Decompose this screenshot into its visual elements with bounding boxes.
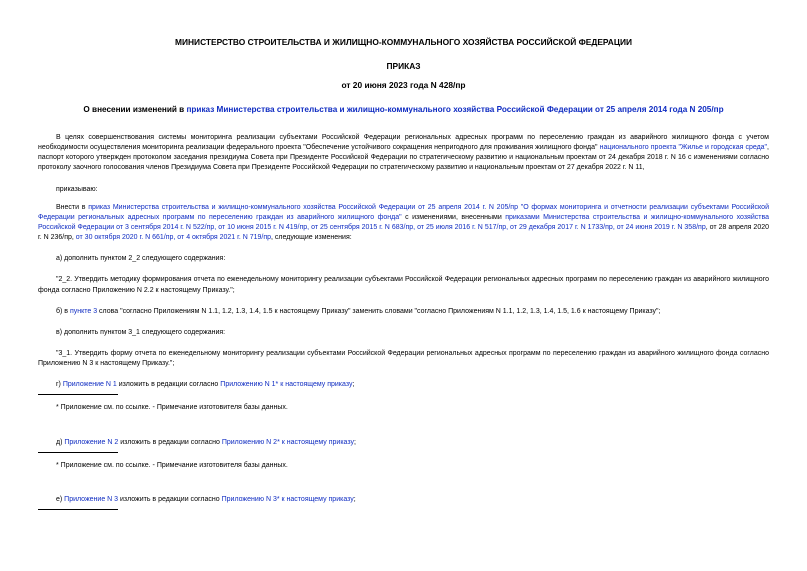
item-e-appendix-link[interactable]: Приложение N 3: [64, 495, 119, 503]
document-body: [38, 133, 769, 510]
quote-3-1: "3_1. Утвердить форму отчета по еженедельному мониторингу реализации субъектами Российской Федерации региональных адресных программ по переселению граждан из аварийного жилищного фонда согласно Приложению N 3 к настоящему Приказу.";: [38, 349, 769, 368]
intro-text-1: В целях совершенствования системы мониторинга реализации субъектами Российской Федерации региональных адресных программ по переселению граждан из аварийного жилищного фонда с учетом необходимости осуществления мониторинга реализации федерального проекта "Обеспечение устойчивого сокращения непригодного для проживания жилищного фонда": [38, 134, 769, 152]
footnote-1: * Приложение см. по ссылке. - Примечание изготовителя базы данных.: [56, 404, 288, 412]
quote-2-2: "2_2. Утвердить методику формирования отчета по еженедельному мониторингу реализации субъектами Российской Федерации региональных адресных программ по переселению граждан из аварийного жилищного фонда согласно Приложению N 2.2 к настоящему Приказу.";: [38, 276, 769, 294]
footnote-2: * Приложение см. по ссылке. - Примечание изготовителя базы данных.: [56, 461, 288, 469]
intro-national-project-link[interactable]: национального проекта "Жилье и городская среда": [599, 144, 768, 152]
main-text-2: с изменениями, внесенными: [401, 213, 506, 221]
item-e: [38, 495, 769, 505]
item-b-text-2: слова "согласно Приложениям N 1.1, 1.2, 1.3, 1.4, 1.5 к настоящему Приказу" заменить словами "согласно Приложениям N 1.1, 1.2, 1.3, 1.4, 1.5, 1.6 к настоящему Приказу";: [97, 307, 661, 315]
item-e-text-2: изложить в редакции согласно: [118, 495, 222, 503]
item-g-new-appendix-link[interactable]: Приложению N 1* к настоящему приказу: [220, 381, 353, 389]
item-d-text-3: ;: [353, 438, 356, 446]
document-subject: [0, 104, 807, 116]
order-word: приказываю:: [56, 185, 98, 193]
item-b-link[interactable]: пункте 3: [69, 307, 98, 315]
main-amendments-link[interactable]: приказами Министерства строительства и жилищно-коммунального хозяйства Российской Федерации от 3 сентября 2014 г. N 522/пр, от 10 июня 2015 г. N 419/пр, от 25 сентября 2015 г. N 683/пр, от 25 июля 2016 г. N 517/пр, от 29 декабря 2017 г. N 1733/пр, от 24 июня 2019 г. N 358/пр: [38, 213, 769, 231]
item-d-new-appendix-link[interactable]: Приложению N 2* к настоящему приказу: [221, 438, 354, 446]
item-d-text-2: изложить в редакции согласно: [118, 438, 222, 446]
item-b: [38, 307, 769, 317]
document-date-number: от 20 июня 2023 года N 428/пр: [341, 80, 466, 90]
item-g-appendix-link[interactable]: Приложение N 1: [62, 381, 117, 389]
item-g-text-3: ;: [352, 381, 355, 389]
footnote-divider: [38, 452, 118, 453]
item-g-text-2: изложить в редакции согласно: [116, 381, 221, 389]
item-g: [38, 380, 769, 390]
main-text-4: , следующие изменения:: [271, 234, 352, 242]
intro-text-2: , паспорт которого утвержден протоколом заседания президиума Совета при Президенте Российской Федерации по стратегическому развитию и национальным проектам от 24 декабря 2018 г. N 16 с изменениями согласно протоколу заочного голосования членов Президиума Совета при Президенте Российской Федерации по стратегическому развитию и национальным проектам от 27 декабря 2022 г. N 11,: [38, 144, 769, 172]
main-text-3: , от 28 апреля 2020 г. N 236/пр,: [38, 223, 770, 242]
footnote-divider: [38, 394, 118, 395]
main-amendments-link-2[interactable]: от 30 октября 2020 г. N 661/пр, от 4 октября 2021 г. N 719/пр: [75, 234, 272, 242]
document-type: ПРИКАЗ: [386, 61, 421, 71]
main-paragraph: [38, 203, 769, 244]
item-v: в) дополнить пунктом 3_1 следующего содержания:: [56, 328, 226, 336]
item-d: [38, 438, 769, 448]
item-e-new-appendix-link[interactable]: Приложению N 3* к настоящему приказу: [221, 495, 354, 503]
item-e-text-1: е): [56, 495, 65, 503]
footnote-divider: [38, 509, 118, 510]
item-b-text-1: б) в: [56, 307, 70, 315]
main-order-link[interactable]: приказ Министерства строительства и жилищно-коммунального хозяйства Российской Федерации от 25 апреля 2014 г. N 205/пр "О формах мониторинга и отчетности реализации субъектами Российской Федерации региональных адресных программ по переселению граждан из аварийного жилищного фонда": [38, 203, 769, 221]
ministry-name: МИНИСТЕРСТВО СТРОИТЕЛЬСТВА И ЖИЛИЩНО-КОММУНАЛЬНОГО ХОЗЯЙСТВА РОССИЙСКОЙ ФЕДЕРАЦИИ: [175, 37, 632, 47]
item-d-appendix-link[interactable]: Приложение N 2: [64, 438, 119, 446]
subject-prefix: О внесении изменений в: [83, 105, 187, 114]
item-e-text-3: ;: [353, 495, 356, 503]
intro-paragraph: [38, 133, 769, 174]
subject-link[interactable]: приказ Министерства строительства и жилищно-коммунального хозяйства Российской Федерации от 25 апреля 2014 года N 205/пр: [186, 105, 724, 114]
item-a: а) дополнить пунктом 2_2 следующего содержания:: [56, 255, 226, 263]
item-g-text-1: г): [56, 381, 63, 389]
main-text-1: Внести в: [56, 203, 89, 211]
item-d-text-1: д): [56, 438, 65, 446]
